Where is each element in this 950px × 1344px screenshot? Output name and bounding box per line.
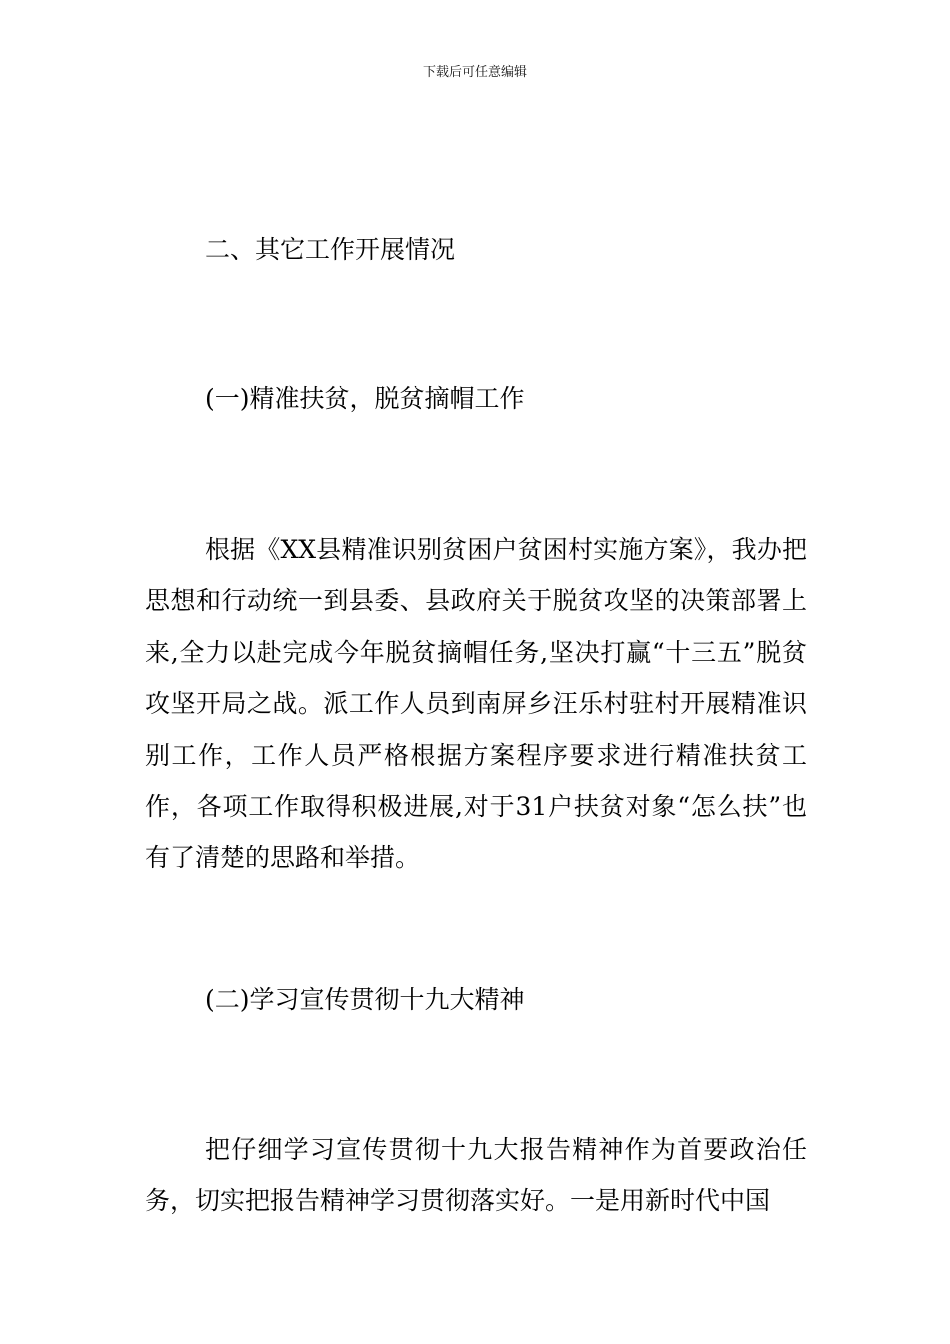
paragraph-poverty-alleviation: 根据《XX县精准识别贫困户贫困村实施方案》，我办把思想和行动统一到县委、县政府关于脱贫攻坚的决策部署上来,全力以赴完成今年脱贫摘帽任务,坚决打赢“十三五”脱贫攻坚开局之战。派工作人员到南屏乡汪乐村驻村开展精准识别工作，工作人员严格根据方案程序要求进行精准扶贫工作，各项工作取得积极进展,对于31户扶贫对象“怎么扶”也有了清楚的思路和举措。	[145, 535, 807, 873]
subsection-2-title: (二)学习宣传贯彻十九大精神	[205, 985, 525, 1014]
page-header-note: 下载后可任意编辑	[422, 65, 527, 80]
section-title: 二、其它工作开展情况	[205, 235, 456, 264]
paragraph-study-congress: 把仔细学习宣传贯彻十九大报告精神作为首要政治任务，切实把报告精神学习贯彻落实好。一是用新时代中国	[145, 1135, 807, 1216]
subsection-1-title: (一)精准扶贫，脱贫摘帽工作	[205, 384, 525, 413]
